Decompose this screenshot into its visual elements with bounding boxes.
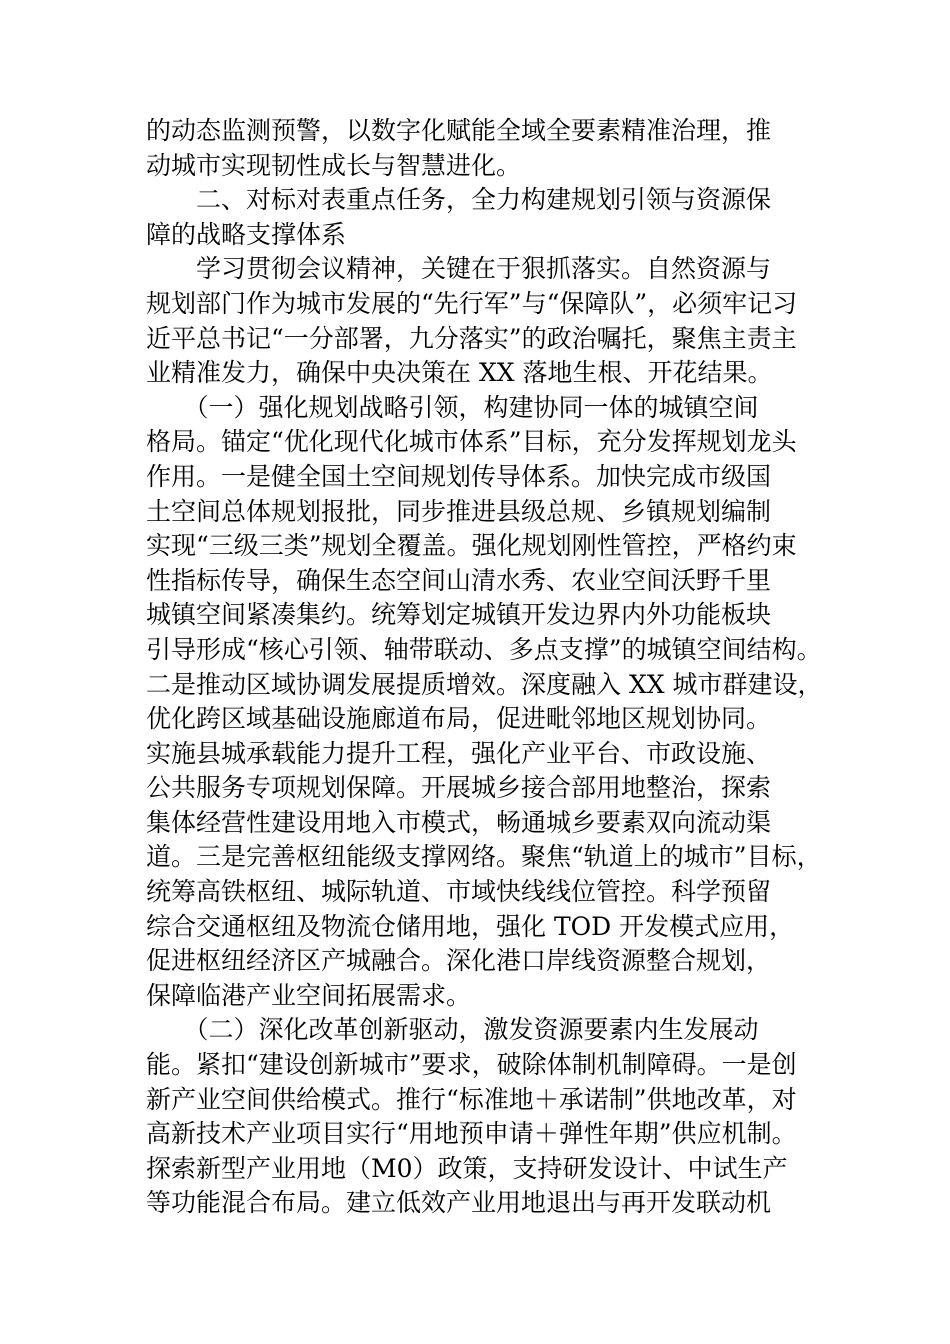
text-line: 道。三是完善枢纽能级支撑网络。聚焦“轨道上的城市”目标， (146, 842, 822, 872)
text-line: 探索新型产业用地（M0）政策，支持研发设计、中试生产 (146, 1153, 788, 1183)
text-line: 集体经营性建设用地入市模式，畅通城乡要素双向流动渠 (146, 807, 772, 837)
subsection-heading-line: （二）深化改革创新驱动，激发资源要素内生发展动 (146, 1015, 759, 1045)
text-line: 城镇空间紧凑集约。统筹划定城镇开发边界内外功能板块 (146, 600, 772, 630)
text-line: 土空间总体规划报批，同步推进县级总规、乡镇规划编制 (146, 496, 772, 526)
text-line: 能。紧扣“建设创新城市”要求，破除体制机制障碍。一是创 (146, 1050, 797, 1080)
text-line: 规划部门作为城市发展的“先行军”与“保障队”，必须牢记习 (146, 288, 798, 318)
text-line: 的动态监测预警，以数字化赋能全域全要素精准治理，推 (146, 116, 772, 145)
text-line: 公共服务专项规划保障。开展城乡接合部用地整治，探索 (146, 773, 772, 803)
text-line: 新产业空间供给模式。推行“标准地＋承诺制”供地改革，对 (146, 1084, 797, 1114)
text-line: 促进枢纽经济区产城融合。深化港口岸线资源整合规划， (146, 946, 772, 976)
text-line: 统筹高铁枢纽、城际轨道、市域快线线位管控。科学预留 (146, 877, 772, 907)
text-line: 格局。锚定“优化现代化城市体系”目标，充分发挥规划龙头 (146, 427, 797, 457)
text-line: 高新技术产业项目实行“用地预申请＋弹性年期”供应机制。 (146, 1119, 797, 1149)
text-line: 二是推动区域协调发展提质增效。深度融入 XX 城市群建设， (146, 669, 823, 699)
section-heading-line: 二、对标对表重点任务，全力构建规划引领与资源保 (146, 185, 772, 215)
text-line: 引导形成“核心引领、轴带联动、多点支撑”的城镇空间结构。 (146, 634, 822, 664)
text-line: 近平总书记“一分部署，九分落实”的政治嘱托，聚焦主责主 (146, 323, 797, 353)
text-line: 优化跨区域基础设施廊道布局，促进毗邻地区规划协同。 (146, 704, 772, 734)
text-line: 学习贯彻会议精神，关键在于狠抓落实。自然资源与 (146, 254, 772, 284)
text-line: 性指标传导，确保生态空间山清水秀、农业空间沃野千里 (146, 565, 772, 595)
section-heading-line: 障的战略支撑体系 (146, 219, 347, 249)
subsection-heading-line: （一）强化规划战略引领，构建协同一体的城镇空间 (146, 392, 759, 422)
text-line: 实现“三级三类”规划全覆盖。强化规划刚性管控，严格约束 (146, 531, 797, 561)
text-line: 实施县城承载能力提升工程，强化产业平台、市政设施、 (146, 738, 772, 768)
body-text (146, 114, 836, 1221)
text-line: 业精准发力，确保中央决策在 XX 落地生根、开花结果。 (146, 358, 773, 388)
text-line: 保障临港产业空间拓展需求。 (146, 980, 472, 1010)
text-line: 等功能混合布局。建立低效产业用地退出与再开发联动机 (146, 1188, 772, 1218)
text-line: 作用。一是健全国土空间规划传导体系。加快完成市级国 (146, 461, 772, 491)
text-line: 动城市实现韧性成长与智慧进化。 (146, 150, 522, 180)
text-line: 综合交通枢纽及物流仓储用地，强化 TOD 开发模式应用， (146, 911, 795, 941)
